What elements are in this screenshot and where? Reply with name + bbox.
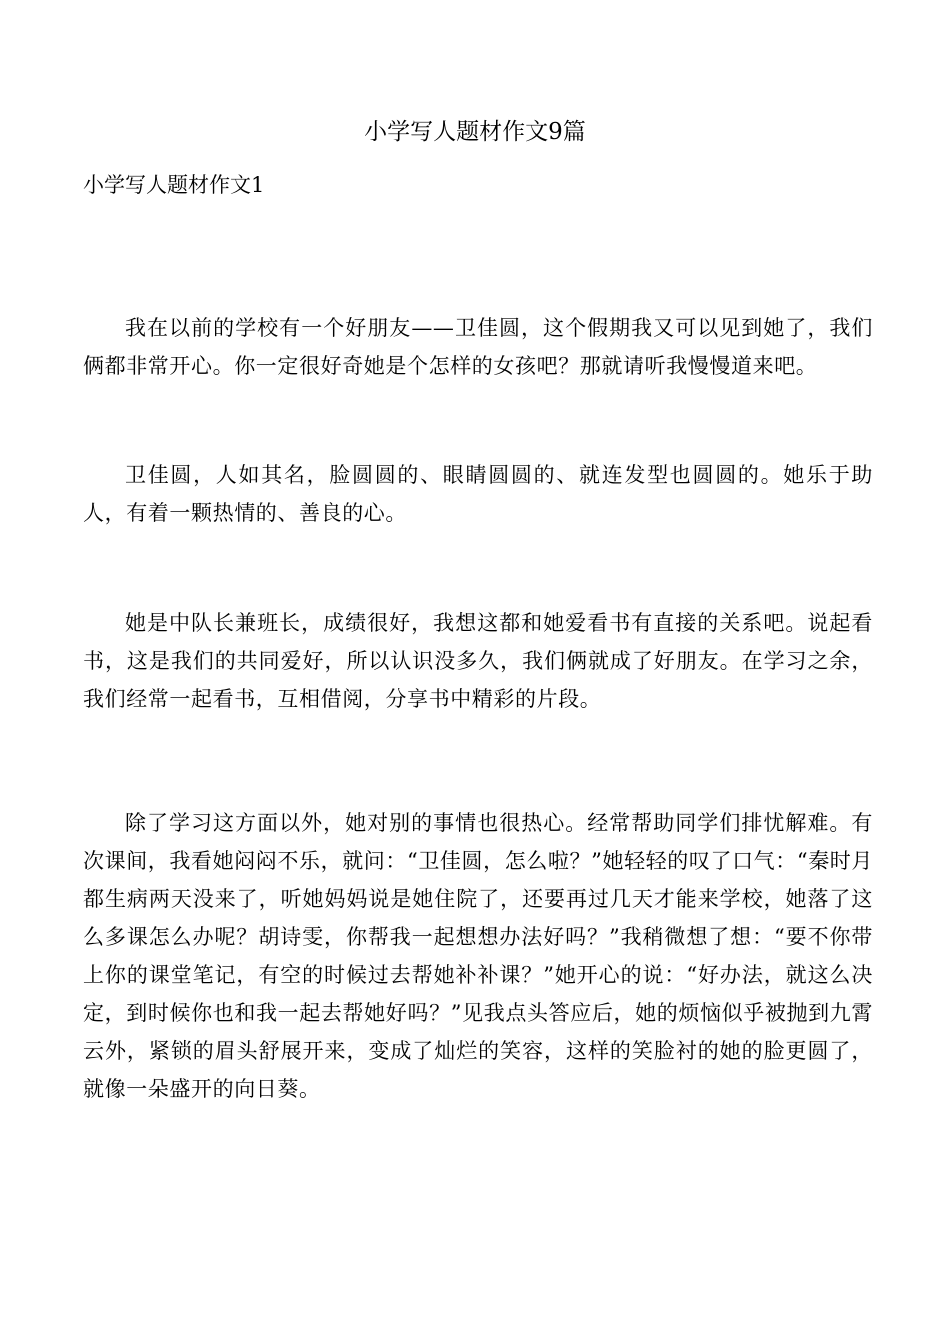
paragraph-4: 除了学习这方面以外，她对别的事情也很热心。经常帮助同学们排忧解难。有次课间，我看她闷闷不乐，就问：“卫佳圆，怎么啦？”她轻轻的叹了口气：“秦时月都生病两天没来了，听她妈妈说是她住院了，还要再过几天才能来学校，她落了这么多课怎么办呢？胡诗雯，你帮我一起想想办法好吗？”我稍微想了想：“要不你带上你的课堂笔记，有空的时候过去帮她补补课？”她开心的说：“好办法，就这么决定，到时候你也和我一起去帮她好吗？”见我点头答应后，她的烦恼似乎被抛到九霄云外，紧锁的眉头舒展开来，变成了灿烂的笑容，这样的笑脸衬的她的脸更圆了，就像一朵盛开的向日葵。: [83, 811, 874, 1101]
paragraph-3: 她是中队长兼班长，成绩很好，我想这都和她爱看书有直接的关系吧。说起看书，这是我们的共同爱好，所以认识没多久，我们俩就成了好朋友。在学习之余，我们经常一起看书，互相借阅，分享书中精彩的片段。: [83, 611, 873, 711]
paragraph-1: 我在以前的学校有一个好朋友——卫佳圆，这个假期我又可以见到她了，我们俩都非常开心。你一定很好奇她是个怎样的女孩吧？那就请听我慢慢道来吧。: [83, 316, 873, 378]
paragraph-2: 卫佳圆，人如其名，脸圆圆的、眼睛圆圆的、就连发型也圆圆的。她乐于助人，有着一颗热情的、善良的心。: [83, 463, 873, 525]
page-title: 小学写人题材作文9篇: [364, 119, 586, 145]
section-heading: 小学写人题材作文1: [83, 173, 265, 197]
